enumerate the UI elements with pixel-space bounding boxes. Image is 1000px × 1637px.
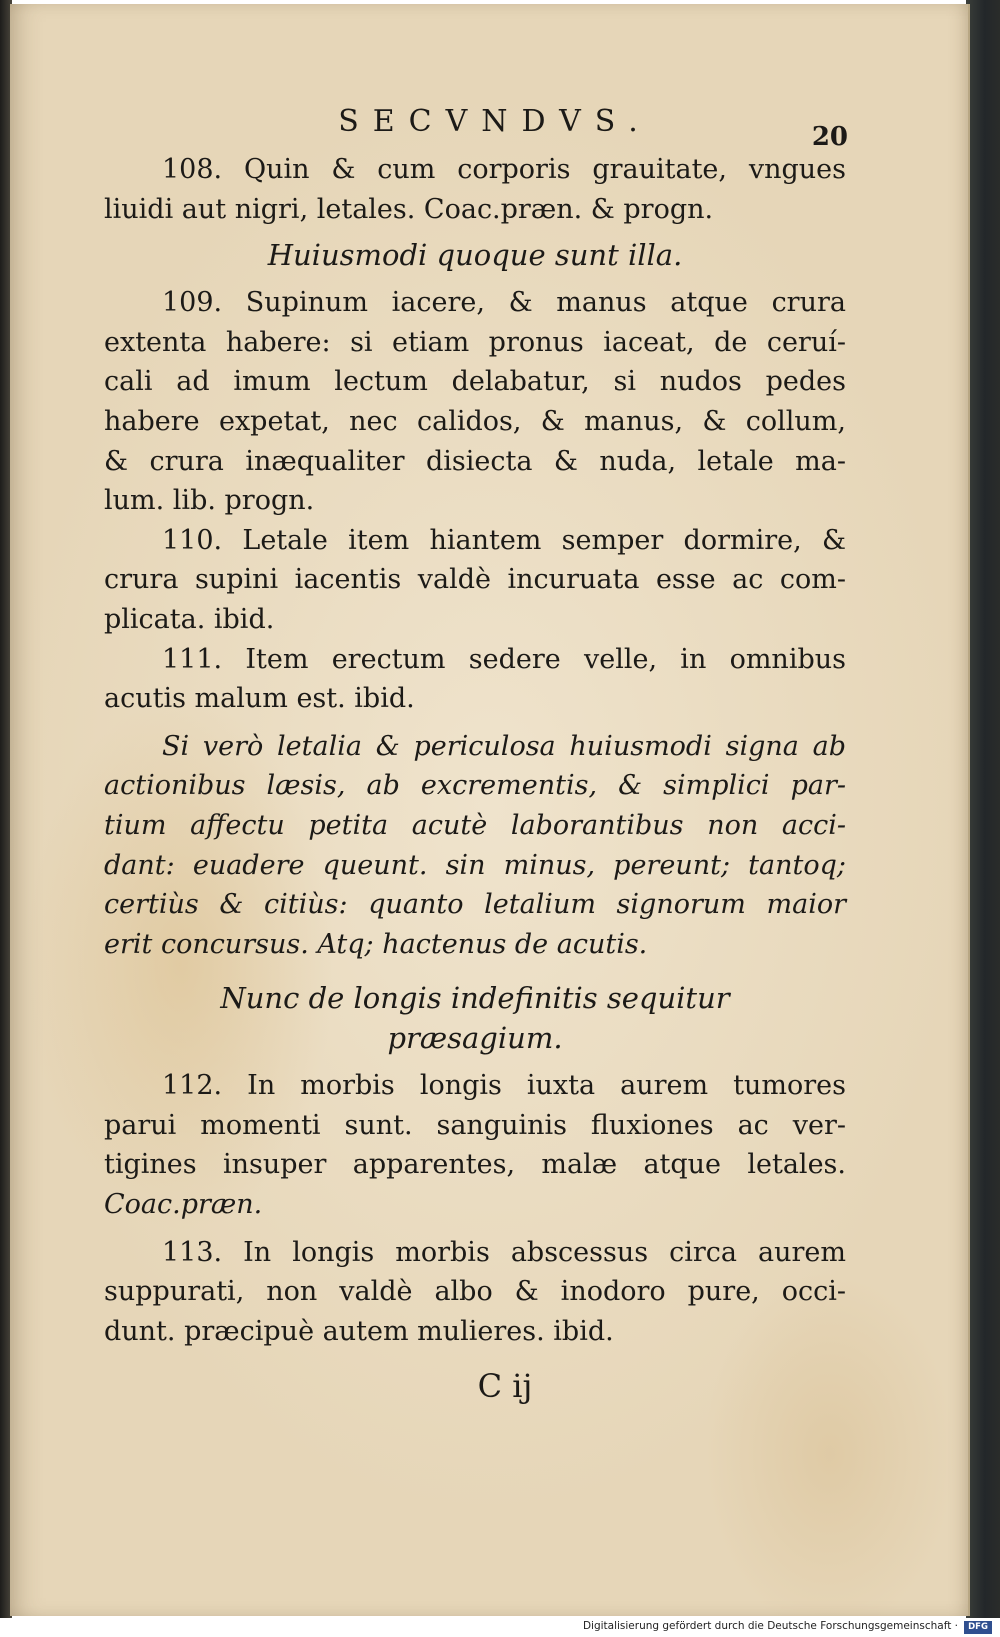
paragraph-113 xyxy=(104,1233,846,1352)
paragraph-108 xyxy=(104,150,846,229)
text-line: acutis malum est. ibid. xyxy=(104,683,415,715)
text-line: 110. Letale item hiantem semper dormire, & xyxy=(162,524,846,556)
italic-commentary-block xyxy=(104,727,846,965)
text-line: dant: euadere queunt. sin minus, pereunt; tantoq; xyxy=(104,849,846,881)
text-line: dunt. præcipuè autem mulieres. ibid. xyxy=(104,1315,614,1347)
text-line: tigines insuper apparentes, malæ atque letales. xyxy=(104,1149,846,1181)
paragraph-112 xyxy=(104,1066,846,1224)
book-page xyxy=(10,4,970,1616)
digitization-footer xyxy=(0,1618,1000,1637)
footer-credit-text: Digitalisierung gefördert durch die Deutsche Forschungsgemeinschaft · xyxy=(582,1620,958,1632)
section-heading-huiusmodi: Huiusmodi quoque sunt illa. xyxy=(267,238,683,273)
text-line: erit concursus. Atq; hactenus de acutis. xyxy=(104,928,648,960)
text-line: plicata. ibid. xyxy=(104,603,275,635)
text-line: lum. lib. progn. xyxy=(104,485,315,517)
text-line: 109. Supinum iacere, & manus atque crura xyxy=(162,287,846,319)
text-line: certiùs & citiùs: quanto letalium signorum maior xyxy=(104,889,846,921)
signature-mark: C ij xyxy=(477,1367,533,1406)
text-line: habere expetat, nec calidos, & manus, & collum, xyxy=(104,405,846,437)
text-line: extenta habere: si etiam pronus iaceat, de ceruí- xyxy=(104,326,846,358)
text-line: Si verò letalia & periculosa huiusmodi signa ab xyxy=(162,730,846,762)
text-line: Coac.præn. xyxy=(104,1189,263,1221)
heading-line: præsagium. xyxy=(387,1021,563,1056)
text-line: 113. In longis morbis abscessus circa aurem xyxy=(162,1236,846,1268)
text-line: 112. In morbis longis iuxta aurem tumores xyxy=(162,1070,846,1102)
paragraph-109 xyxy=(104,283,846,521)
text-line: & crura inæqualiter disiecta & nuda, letale ma- xyxy=(104,445,846,477)
text-line: liuidi aut nigri, letales. Coac.præn. & progn. xyxy=(104,193,714,225)
page-number: 20 xyxy=(811,122,848,152)
running-head-title: SECVNDVS. xyxy=(338,104,652,139)
text-line: parui momenti sunt. sanguinis fluxiones ac ver- xyxy=(104,1109,846,1141)
text-line: 111. Item erectum sedere velle, in omnibus xyxy=(162,643,846,675)
paragraph-111 xyxy=(104,640,846,719)
page-text-block xyxy=(104,104,846,1405)
text-line: actionibus læsis, ab excrementis, & simplici par- xyxy=(104,770,846,802)
heading-line: Nunc de longis indefinitis sequitur xyxy=(220,981,730,1016)
dfg-logo: DFG xyxy=(964,1621,992,1634)
paragraph-110 xyxy=(104,521,846,640)
text-line: crura supini iacentis valdè incuruata esse ac com- xyxy=(104,564,846,596)
text-line: suppurati, non valdè albo & inodoro pure, occi- xyxy=(104,1276,846,1308)
text-line: tium affectu petita acutè laborantibus non acci- xyxy=(104,809,846,841)
book-cover-right-edge xyxy=(966,0,1000,1620)
text-line: cali ad imum lectum delabatur, si nudos pedes xyxy=(104,366,846,398)
section-heading-nunc-de-longis xyxy=(104,978,846,1058)
text-line: 108. Quin & cum corporis grauitate, vngues xyxy=(162,154,846,185)
running-head xyxy=(104,104,846,150)
